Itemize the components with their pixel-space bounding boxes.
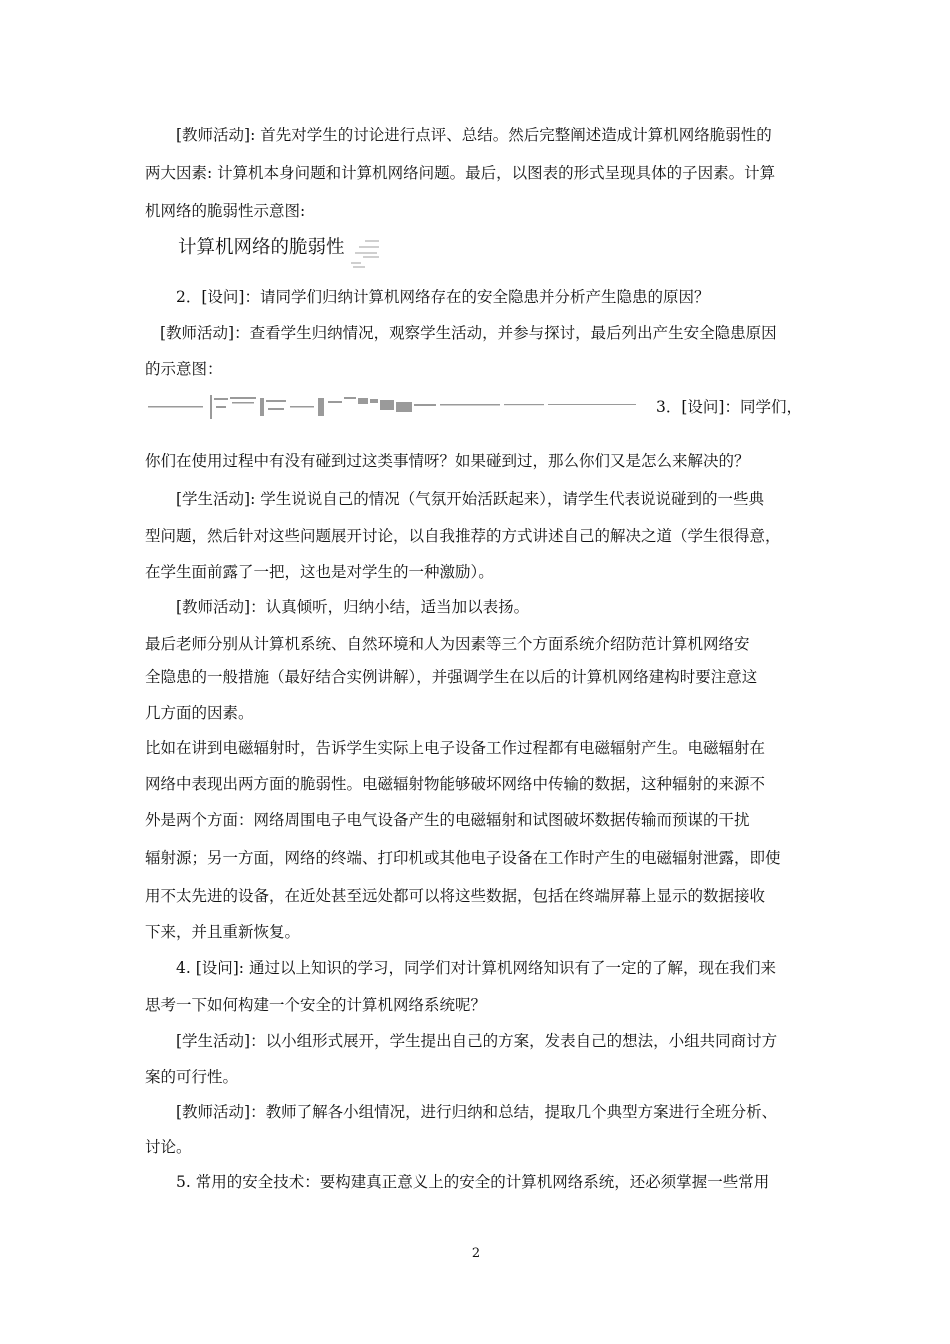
paragraph-line: 3．[设问]：同学们， <box>656 398 802 416</box>
paragraph-line: 下来，并且重新恢复。 <box>145 923 301 941</box>
paragraph-line: [教师活动]: 首先对学生的讨论进行点评、总结。然后完整阐述造成计算机网络脆弱性的 <box>176 126 772 144</box>
paragraph-line: 思考一下如何构建一个安全的计算机网络系统呢？ <box>145 996 487 1014</box>
paragraph-line: 你们在使用过程中有没有碰到过这类事情呀？如果碰到过，那么你们又是怎么来解决的？ <box>145 452 750 470</box>
paragraph-line: [教师活动]：教师了解各小组情况，进行归纳和总结，提取几个典型方案进行全班分析、 <box>176 1103 778 1121</box>
figure-caption: 计算机网络的脆弱性 <box>178 237 345 258</box>
paragraph-line: [教师活动]：查看学生归纳情况，观察学生活动，并参与探讨，最后列出产生安全隐患原因 <box>160 324 777 342</box>
paragraph-line: [学生活动]: 学生说说自己的情况（气氛开始活跃起来），请学生代表说说碰到的一些典 <box>176 490 764 508</box>
paragraph-line: [学生活动]：以小组形式展开，学生提出自己的方案，发表自己的想法，小组共同商讨方 <box>176 1032 778 1050</box>
paragraph-line: 外是两个方面：网络周围电子电气设备产生的电磁辐射和试图破坏数据传输而预谋的干扰 <box>145 811 750 829</box>
paragraph-line: 型问题，然后针对这些问题展开讨论，以自我推荐的方式讲述自己的解决之道（学生很得意， <box>145 527 781 545</box>
risk-cause-diagram-thumbnail <box>148 392 638 422</box>
paragraph-line: 两大因素: 计算机本身问题和计算机网络问题。最后，以图表的形式呈现具体的子因素。计算 <box>145 164 776 182</box>
paragraph-line: 最后老师分别从计算机系统、自然环境和人为因素等三个方面系统介绍防范计算机网络安 <box>145 635 750 653</box>
paragraph-line: 5. 常用的安全技术：要构建真正意义上的安全的计算机网络系统，还必须掌握一些常用 <box>176 1173 770 1191</box>
paragraph-line: 2．[设问]：请同学们归纳计算机网络存在的安全隐患并分析产生隐患的原因？ <box>176 288 710 306</box>
paragraph-line: 在学生面前露了一把，这也是对学生的一种激励）。 <box>145 563 494 581</box>
paragraph-line: 案的可行性。 <box>145 1068 239 1086</box>
page-number: 2 <box>471 1246 481 1261</box>
vulnerability-diagram-thumbnail <box>345 238 387 272</box>
paragraph-line: 4. [设问]: 通过以上知识的学习，同学们对计算机网络知识有了一定的了解，现在我们来 <box>176 959 776 977</box>
paragraph-line: 网络中表现出两方面的脆弱性。电磁辐射物能够破坏网络中传输的数据，这种辐射的来源不 <box>145 775 766 793</box>
paragraph-line: 比如在讲到电磁辐射时，告诉学生实际上电子设备工作过程都有电磁辐射产生。电磁辐射在 <box>145 739 766 757</box>
paragraph-line: 辐射源；另一方面，网络的终端、打印机或其他电子设备在工作时产生的电磁辐射泄露，即使 <box>145 849 781 867</box>
paragraph-line: [教师活动]：认真倾听，归纳小结，适当加以表扬。 <box>176 598 530 616</box>
paragraph-line: 几方面的因素。 <box>145 704 254 722</box>
paragraph-line: 讨论。 <box>145 1138 192 1156</box>
paragraph-line: 全隐患的一般措施（最好结合实例讲解），并强调学生在以后的计算机网络建构时要注意这 <box>145 668 758 686</box>
paragraph-line: 用不太先进的设备，在近处甚至远处都可以将这些数据，包括在终端屏幕上显示的数据接收 <box>145 887 766 905</box>
paragraph-line: 机网络的脆弱性示意图: <box>145 202 306 220</box>
paragraph-line: 的示意图： <box>145 360 223 378</box>
